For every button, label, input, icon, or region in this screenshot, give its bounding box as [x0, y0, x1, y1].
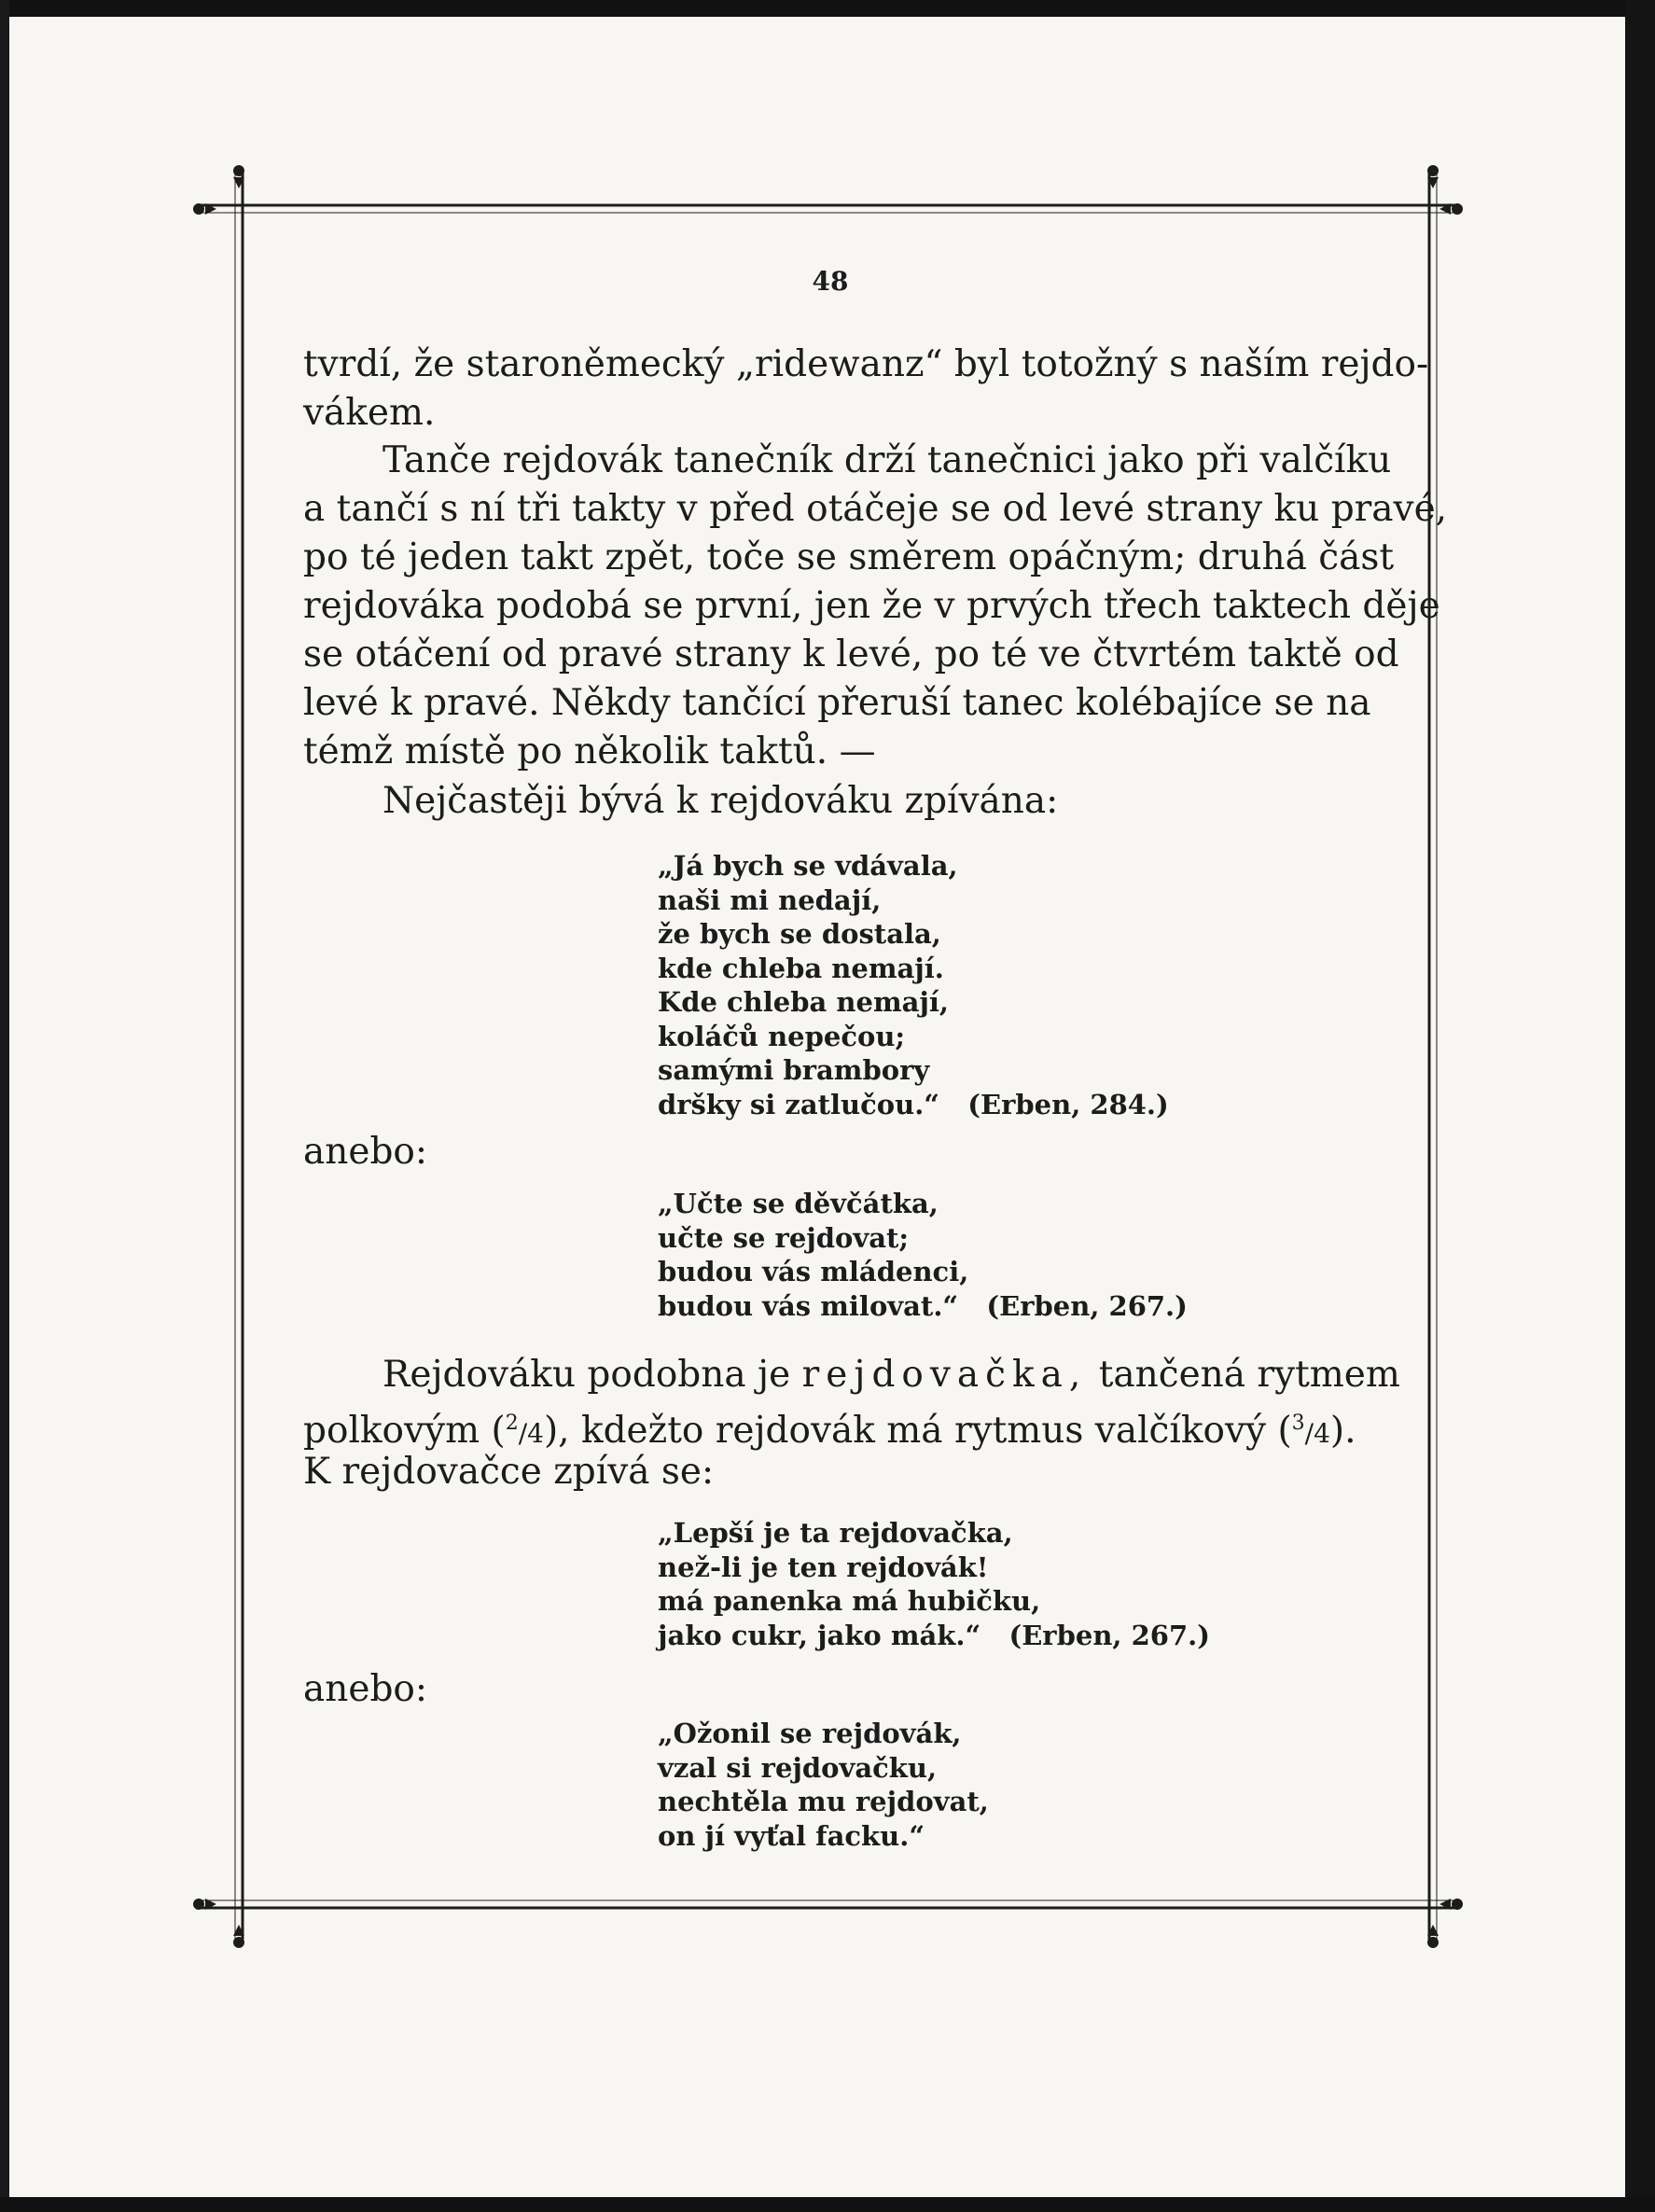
- corner-ornament-bottom-left: [193, 1899, 244, 1948]
- text-line: se otáčení od pravé strany k levé, po té ve čtvrtém taktě od: [303, 633, 1399, 675]
- corner-ornament-top-right: [1427, 165, 1463, 215]
- verse-line: Kde chleba nemají,: [658, 986, 950, 1018]
- fraction-denominator: /4: [1304, 1418, 1330, 1449]
- song-verse-2: [658, 1187, 1188, 1323]
- verse-line-text: jako cukr, jako mák.“: [658, 1619, 981, 1651]
- verse-line: kde chleba nemají.: [658, 952, 944, 984]
- text-run: [303, 1399, 1356, 1452]
- text-line: po té jeden takt zpět, toče se směrem opáčným; druhá část: [303, 536, 1395, 578]
- verse-line: vzal si rejdovačku,: [658, 1751, 938, 1784]
- paragraph-continuation: [303, 341, 1429, 438]
- song-verse-4: [658, 1717, 989, 1853]
- text-line: témž místě po několik taktů. —: [303, 730, 876, 772]
- citation: (Erben, 267.): [986, 1289, 1188, 1322]
- verse-line: „Ožonil se rejdovák,: [658, 1718, 962, 1749]
- verse-line: „Učte se děvčátka,: [658, 1188, 939, 1219]
- verse-line: „Já bych se vdávala,: [658, 850, 958, 882]
- verse-line: má panenka má hubičku,: [658, 1585, 1041, 1617]
- text-line: a tančí s ní tři takty v před otáčeje se od levé strany ku pravé,: [303, 488, 1448, 530]
- verse-line: nechtěla mu rejdovat,: [658, 1786, 989, 1817]
- song-intro: [303, 777, 1367, 826]
- verse-line: on jí vyťal facku.“: [658, 1819, 925, 1852]
- text-run-b: ), kdežto rejdovák má rytmus valčíkový (: [543, 1410, 1292, 1452]
- page-number: 48: [812, 266, 849, 297]
- citation: (Erben, 267.): [1008, 1619, 1210, 1651]
- corner-ornament-bottom-right: [1427, 1899, 1463, 1948]
- fraction-denominator: /4: [518, 1418, 544, 1449]
- text-line: Nejčastěji bývá k rejdováku zpívána:: [382, 780, 1059, 822]
- anebo-label: anebo:: [303, 1668, 428, 1710]
- verse-line: „Lepší je ta rejdovačka,: [658, 1517, 1013, 1549]
- verse-line-text: budou vás milovat.“: [658, 1289, 959, 1322]
- fraction-numerator: 2: [505, 1412, 519, 1435]
- paragraph-rejdovacka: [303, 1351, 1400, 1496]
- verse-line: koláčů nepečou;: [658, 1020, 906, 1052]
- verse-line: [658, 1619, 1210, 1653]
- emphasized-term: rejdovačka,: [801, 1354, 1088, 1396]
- text-line: [303, 1351, 1400, 1399]
- text-line: rejdováka podobá se první, jen že v prvých třech taktech děje: [303, 585, 1440, 627]
- verse-line: naši mi nedají,: [658, 883, 882, 916]
- fraction-numerator: 3: [1291, 1412, 1305, 1435]
- verse-line-text: dršky si zatlučou.“: [658, 1088, 939, 1120]
- verse-line: samými brambory: [658, 1054, 930, 1086]
- text-line: vákem.: [303, 392, 436, 434]
- verse-line: [658, 1289, 1188, 1324]
- text-line: Tanče rejdovák tanečník drží tanečnici jako při valčíku: [382, 439, 1392, 481]
- text-line: levé k pravé. Někdy tančící přeruší tanec kolébajíce se na: [303, 682, 1371, 724]
- paragraph-dance-description: [303, 437, 1448, 776]
- text-line: tvrdí, že staroněmecký „ridewanz“ byl totožný s naším rejdo-: [303, 343, 1429, 385]
- song-verse-1: [658, 849, 1169, 1121]
- anebo-label: anebo:: [303, 1131, 428, 1173]
- text-run: Rejdováku podobna je: [382, 1354, 791, 1396]
- text-line: K rejdovačce zpívá se:: [303, 1451, 715, 1493]
- text-run: tančená rytmem: [1098, 1354, 1400, 1396]
- verse-line: než-li je ten rejdovák!: [658, 1551, 989, 1583]
- citation: (Erben, 284.): [967, 1088, 1169, 1120]
- song-verse-3: [658, 1516, 1210, 1652]
- verse-line: že bych se dostala,: [658, 918, 941, 950]
- text-line: [303, 1399, 1367, 1452]
- verse-line: budou vás mládenci,: [658, 1256, 969, 1287]
- verse-line: [658, 1088, 1169, 1122]
- text-run-c: ).: [1329, 1410, 1356, 1452]
- verse-line: učte se rejdovat;: [658, 1221, 910, 1254]
- corner-ornament-top-left: [193, 165, 244, 215]
- text-run-a: polkovým (: [303, 1410, 506, 1452]
